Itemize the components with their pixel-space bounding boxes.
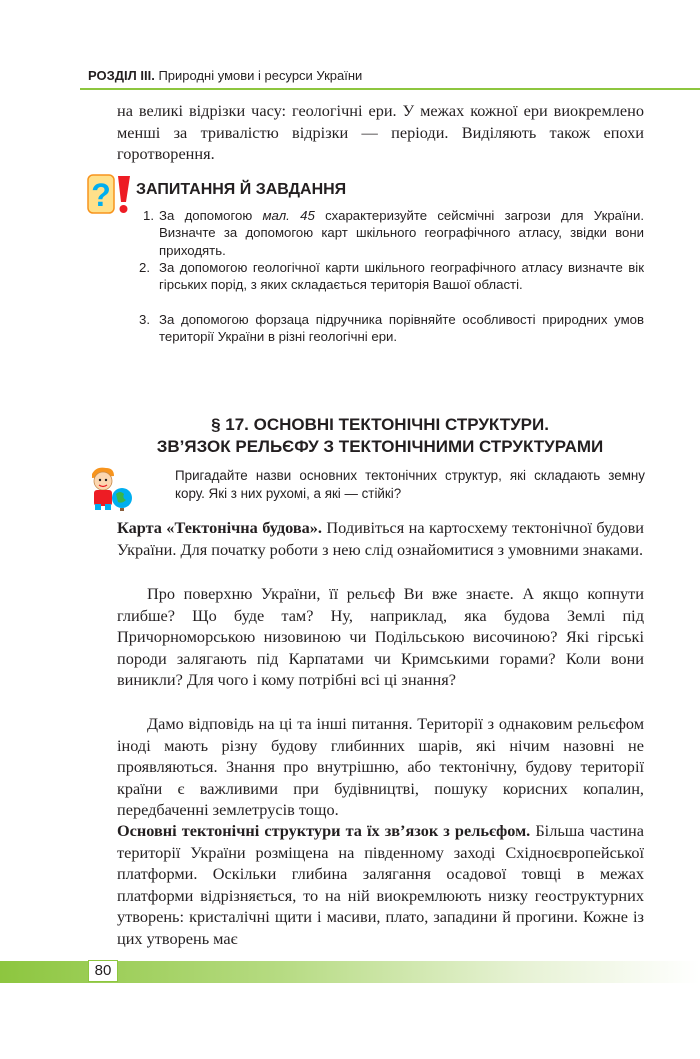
question-number: 3. — [139, 312, 150, 327]
intro-paragraph: на великі відрізки часу: геологічні ери. У межах кожної ери виокремлено менші за тривалістю відрізки — періоди. Виділяють також епохи горотворення. — [117, 101, 644, 163]
question-item: За допомогою геологічної карти шкільного географічного атласу визначте вік гірських порід, з яких складається територія Вашої області. — [159, 260, 644, 293]
paragraph-heading-structures: Основні тектонічні структури та їх зв’язок з рельєфом. — [117, 821, 531, 840]
section-title-line1: § 17. ОСНОВНІ ТЕКТОНІЧНІ СТРУКТУРИ. — [211, 415, 549, 434]
question-item: За допомогою форзаца підручника порівняйте особливості природних умов території України в різні геологічні ери. — [159, 312, 644, 345]
recall-prompt: Пригадайте назви основних тектонічних структур, які складають земну кору. Які з них рухомі, а які — стійкі? — [175, 468, 645, 501]
question-number: 2. — [139, 260, 150, 275]
question-item — [159, 207, 644, 259]
header-divider — [80, 88, 700, 90]
body-paragraph-1 — [117, 517, 644, 560]
page-number: 80 — [88, 960, 118, 982]
question-number: 1. — [143, 208, 154, 223]
body-paragraph-2: Про поверхню України, її рельєф Ви вже знаєте. А якщо копнути глибше? Що буде там? Ну, наприклад, яка будова Землі під Причорноморською низовиною чи Подільською височиною? Які гірські породи залягають під Карпатами чи Кримськими горами? Коли вони виникли? Для чого і кому потрібні всі ці знання? — [117, 584, 644, 689]
question-text-post: схарактеризуйте сейсмічні загрози для України. Визначте за допомогою карт шкільного географічного атласу, звідки вони приходять. — [159, 208, 644, 258]
running-header — [88, 68, 698, 83]
header-section-label: РОЗДІЛ ІІІ. — [88, 68, 155, 83]
body-paragraph-4 — [117, 820, 644, 949]
header-section-title: Природні умови і ресурси України — [158, 68, 363, 83]
body-paragraph-1-text: Подивіться на картосхему тектонічної будови України. Для початку роботи з нею слід ознайомитися з умовними знаками. — [117, 518, 644, 559]
questions-title: ЗАПИТАННЯ Й ЗАВДАННЯ — [136, 181, 347, 198]
svg-text:?: ? — [91, 177, 111, 213]
paragraph-heading-map: Карта «Тектонічна будова». — [117, 518, 322, 537]
body-paragraph-3: Дамо відповідь на ці та інші питання. Території з однаковим рельєфом іноді мають різну будову глибинних шарів, які нічим назовні не проявляються. Знання про внутрішню, або тектонічну, будову території країни є важливими при будівництві, пошуку корисних копалин, передбаченні землетрусів тощо. — [117, 714, 644, 819]
question-text-pre: За допомогою — [159, 208, 263, 223]
body-paragraph-4-text: Більша частина території України розміщена на південному заході Східноєвропейської платформи. Оскільки глибина залягання осадової товщі в межах платформи відрізняється, то на ній виокремлюють низку геоструктурних утворень: кристалічні щити і масиви, плато, западини й прогини. Кожне із цих утворень має — [117, 821, 644, 948]
section-title-line2: ЗВ’ЯЗОК РЕЛЬЄФУ З ТЕКТОНІЧНИМИ СТРУКТУРАМИ — [156, 437, 604, 456]
section-title — [100, 414, 660, 458]
figure-reference: мал. 45 — [262, 208, 315, 223]
student-globe-icon — [86, 464, 134, 512]
question-exclamation-icon — [86, 172, 134, 216]
